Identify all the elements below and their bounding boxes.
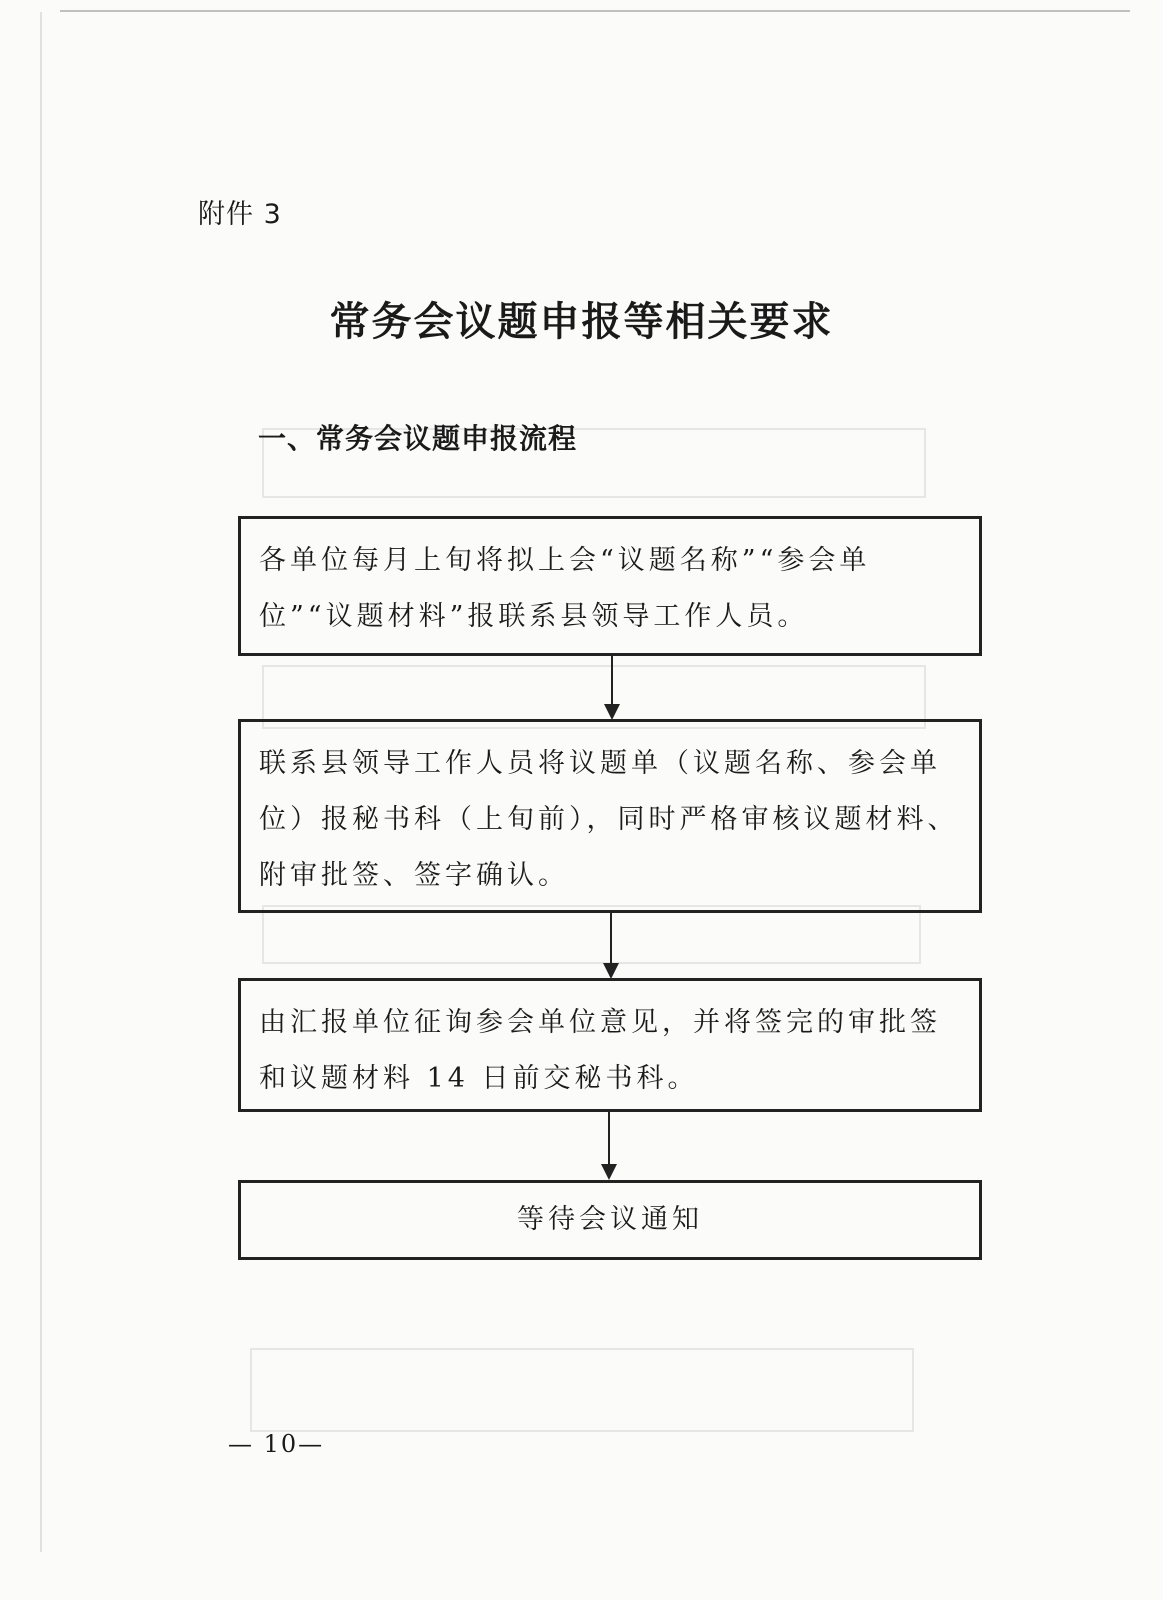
flow-step-2-text: 联系县领导工作人员将议题单（议题名称、参会单位）报秘书科（上旬前），同时严格审核议题材料、附审批签、签字确认。 xyxy=(259,748,959,891)
flow-arrow-3 xyxy=(599,1112,619,1180)
section-heading: 一、常务会议题申报流程 xyxy=(258,422,578,455)
page-number: — 10— xyxy=(228,1430,325,1458)
flow-step-4-text: 等待会议通知 xyxy=(517,1204,703,1235)
scan-edge-left xyxy=(40,12,42,1552)
document-title: 常务会议题申报等相关要求 xyxy=(329,299,834,345)
flow-step-4 xyxy=(238,1180,982,1260)
bleed-through-box xyxy=(250,1348,914,1432)
flow-step-1-text: 各单位每月上旬将拟上会“议题名称”“参会单位”“议题材料”报联系县领导工作人员。 xyxy=(259,545,871,632)
bleed-through-box xyxy=(262,905,921,964)
scan-edge-top xyxy=(60,10,1130,12)
attachment-label: 附件 3 xyxy=(198,199,282,230)
flow-step-2 xyxy=(238,719,982,913)
flow-step-3-text: 由汇报单位征询参会单位意见，并将签完的审批签和议题材料 14 日前交秘书科。 xyxy=(259,1007,941,1094)
flow-step-3 xyxy=(238,978,982,1112)
flow-arrow-2 xyxy=(601,913,621,979)
flow-arrow-1 xyxy=(602,656,622,720)
flow-step-1 xyxy=(238,516,982,656)
